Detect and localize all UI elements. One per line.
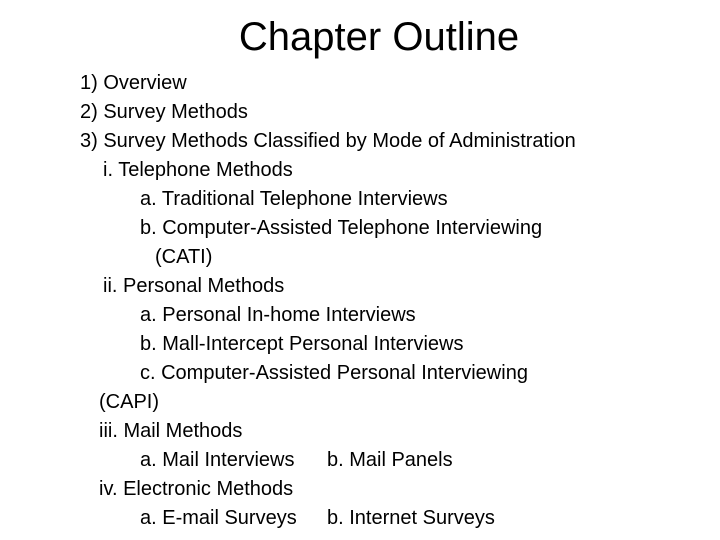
outline-subsubitem: b. Mail Panels: [327, 449, 453, 471]
outline-subsubitem: b. Mall-Intercept Personal Interviews: [140, 333, 464, 355]
outline-item-survey-methods: 2) Survey Methods: [80, 101, 248, 123]
outline-subitem-mail: iii. Mail Methods: [99, 420, 243, 442]
outline-subsubitem: a. E-mail Surveys: [140, 507, 297, 529]
outline-subsubitem: a. Traditional Telephone Interviews: [140, 188, 448, 210]
outline-subitem-electronic: iv. Electronic Methods: [99, 478, 294, 500]
outline-subsubitem: b. Computer-Assisted Telephone Interviewing: [140, 217, 543, 239]
slide-title: Chapter Outline: [238, 15, 520, 59]
outline-subsubitem: a. Personal In-home Interviews: [140, 304, 416, 326]
outline-subsubitem: a. Mail Interviews: [140, 449, 295, 471]
outline-subsubitem: b. Internet Surveys: [327, 507, 495, 529]
outline-continuation: (CATI): [155, 246, 213, 268]
outline-item-classified: 3) Survey Methods Classified by Mode of Administration: [80, 130, 576, 152]
outline-item-overview: 1) Overview: [80, 72, 187, 94]
outline-continuation: (CAPI): [99, 391, 159, 413]
outline-subitem-personal: ii. Personal Methods: [103, 275, 285, 297]
outline-subsubitem: c. Computer-Assisted Personal Interviewing: [140, 362, 528, 384]
outline-subitem-telephone: i. Telephone Methods: [103, 159, 293, 181]
